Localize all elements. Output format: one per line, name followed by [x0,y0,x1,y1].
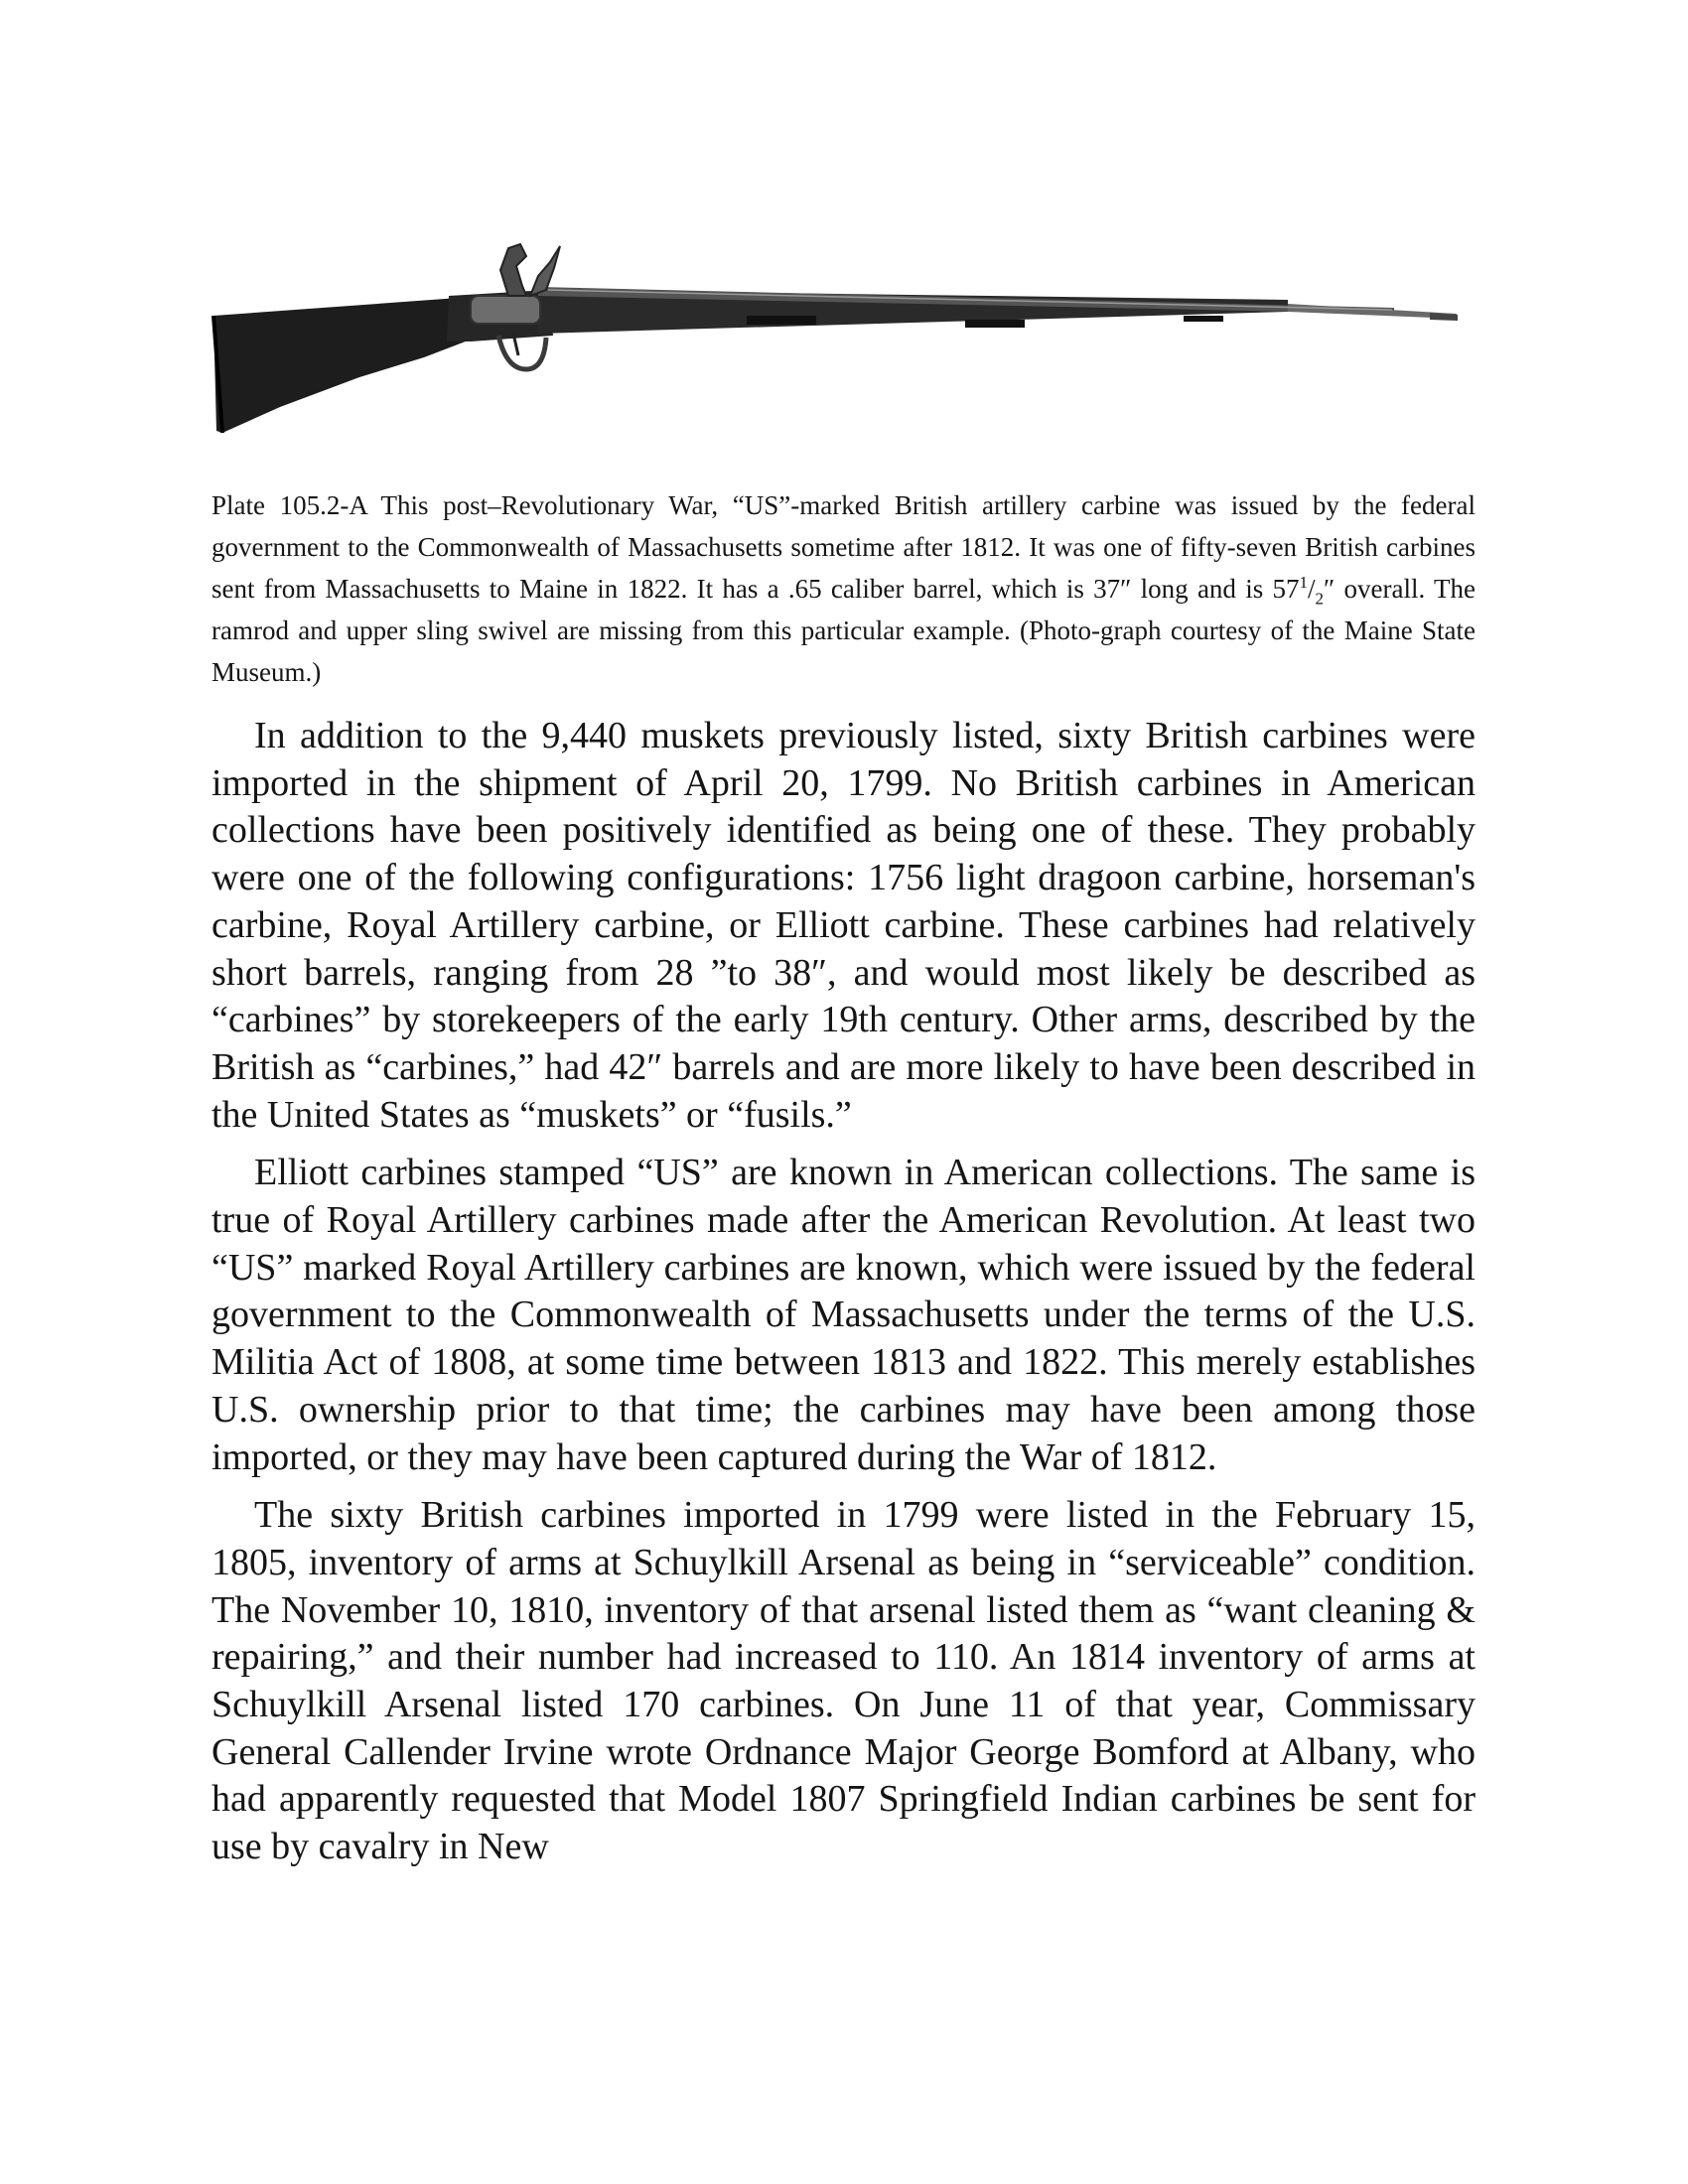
fraction-denominator: 2 [1315,589,1324,609]
body-text [211,713,1476,1882]
fraction-slash: / [1307,574,1316,604]
caption-text: Plate 105.2-A This post–Revolutionary War, “US”-marked British artillery carbine was issued by the federal government to the Commonwealth of Massachusetts sometime after 1812. It was one of fifty-seven British carbines sent from Massachusetts to Maine in 1822. It has a .65 caliber barrel, which is 37″ long and is 57 [211,490,1476,604]
paragraph: In addition to the 9,440 muskets previously listed, sixty British carbines were imported in the shipment of April 20, 1799. No British carbines in American collections have been positively identified as being one of these. They probably were one of the following configurations: 1756 light dragoon carbine, horseman's carbine, Royal Artillery carbine, or Elliott carbine. These carbines had relatively short barrels, ranging from 28 ”to 38″, and would most likely be described as “carbines” by storekeepers of the early 19th century. Other arms, described by the British as “carbines,” had 42″ barrels and are more likely to have been described in the United States as “muskets” or “fusils.” [211,715,1476,1136]
carbine-photograph [211,238,1462,437]
paragraph: Elliott carbines stamped “US” are known in American collections. The same is true of Royal Artillery carbines made after the American Revolution. At least two “US” marked Royal Artillery carbines are known, which were issued by the federal government to the Commonwealth of Massachusetts under the terms of the U.S. Militia Act of 1808, at some time between 1813 and 1822. This merely establishes U.S. ownership prior to that time; the carbines may have been among those imported, or they may have been captured during the War of 1812. [211,1152,1476,1478]
caption-text-end: ″ overall. The ramrod and upper sling swivel are missing from this particular example. (Photo-graph courtesy of the Maine State Museum.) [211,574,1476,687]
figure-caption [211,484,1476,693]
fraction-numerator: 1 [1299,573,1308,592]
paragraph: The sixty British carbines imported in 1799 were listed in the February 15, 1805, inventory of arms at Schuylkill Arsenal as being in “serviceable” condition. The November 10, 1810, inventory of that arsenal listed them as “want cleaning & repairing,” and their number had increased to 110. An 1814 inventory of arms at Schuylkill Arsenal listed 170 carbines. On June 11 of that year, Commissary General Callender Irvine wrote Ordnance Major George Bomford at Albany, who had apparently requested that Model 1807 Springfield Indian carbines be sent for use by cavalry in New [211,1494,1476,1868]
flintlock-carbine-illustration-icon [211,238,1462,437]
